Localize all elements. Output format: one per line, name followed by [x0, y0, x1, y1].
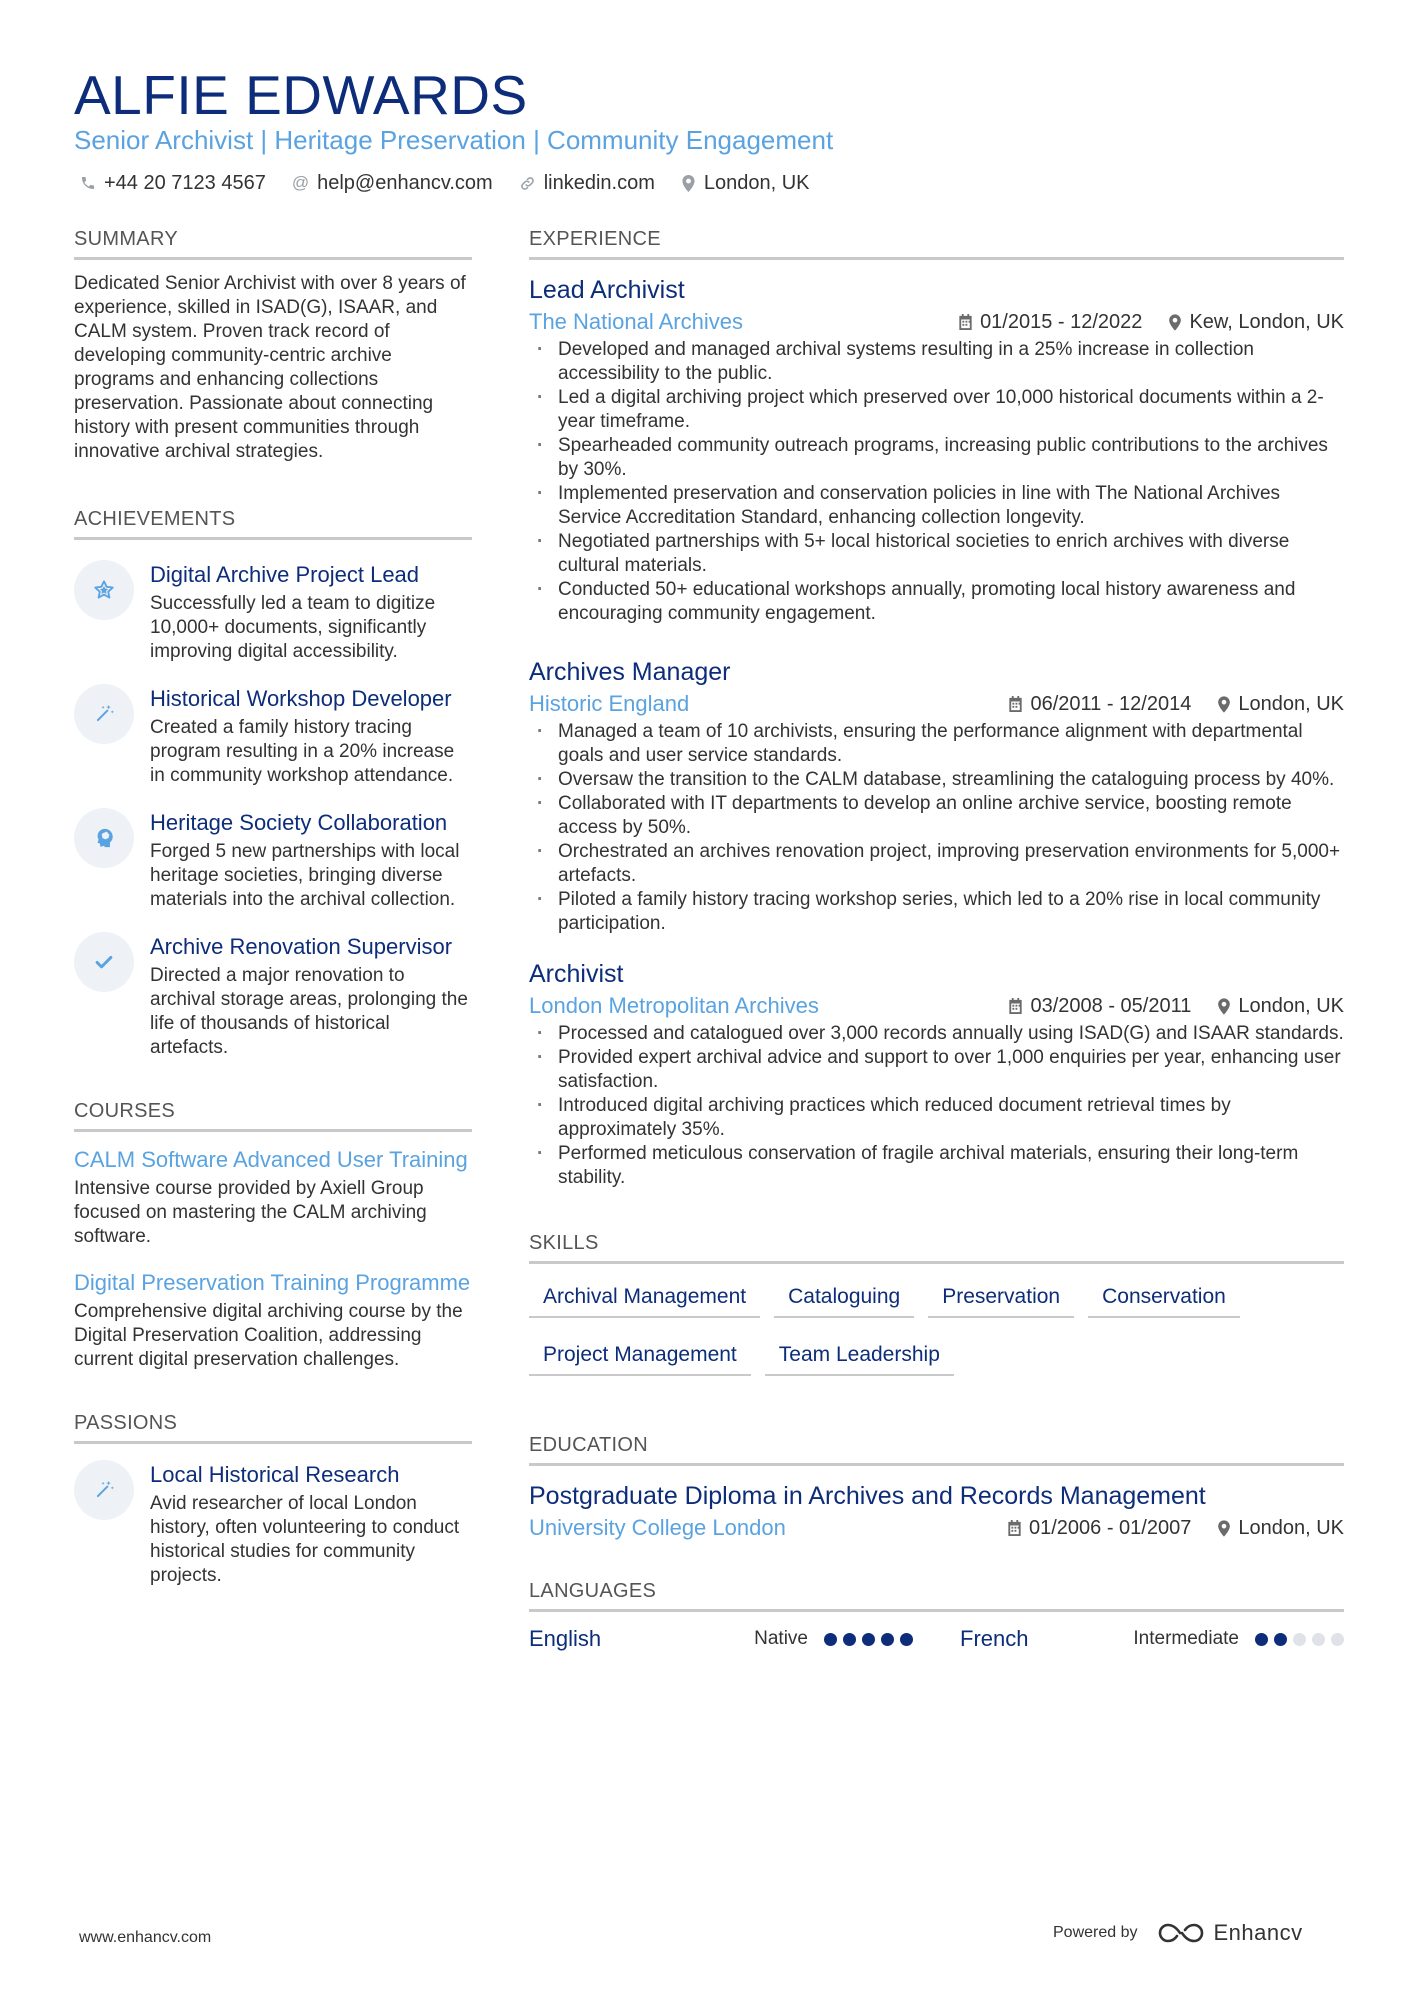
head-brain-icon [74, 808, 134, 868]
company-name: The National Archives [529, 309, 743, 334]
achievement-body [150, 808, 472, 912]
powered-by-text: Powered by [1053, 1924, 1138, 1941]
language-name: French [960, 1626, 1029, 1651]
linkedin-text[interactable]: linkedin.com [543, 172, 655, 194]
contact-linkedin[interactable] [519, 170, 655, 196]
education-dates [1007, 1517, 1191, 1540]
passions-heading: PASSIONS [74, 1410, 472, 1444]
contact-phone [80, 170, 266, 196]
job-bullets [529, 1022, 1344, 1190]
skills-list [529, 1274, 1344, 1390]
contact-bar [80, 170, 810, 196]
education-section [529, 1432, 1344, 1542]
job-location-text: London, UK [1238, 994, 1344, 1017]
job-meta-right [958, 311, 1344, 334]
job-bullet: · Managed a team of 10 archivists, ensuring the performance alignment with departmental goals and user service standards. [529, 720, 1344, 768]
magic-wand-icon [74, 1460, 134, 1520]
contact-email[interactable] [292, 170, 493, 196]
job-location [1217, 693, 1344, 716]
job-bullet: · Introduced digital archiving practices which reduced document retrieval times by approximately 35%. [529, 1094, 1344, 1142]
job-bullets [529, 720, 1344, 936]
job-meta [529, 992, 1344, 1020]
skills-heading: SKILLS [529, 1230, 1344, 1264]
job-bullet: · Provided expert archival advice and support to over 1,000 enquiries per year, enhancing user satisfaction. [529, 1046, 1344, 1094]
language-level-group [754, 1628, 913, 1650]
achievement-item [74, 932, 472, 1060]
enhancv-infinity-icon [1158, 1921, 1204, 1945]
left-column [74, 226, 472, 1588]
skill-tag: Team Leadership [765, 1332, 954, 1376]
job-location [1217, 995, 1344, 1018]
job-bullet: · Led a digital archiving project which preserved over 10,000 historical documents within a 2-year timeframe. [529, 386, 1344, 434]
rating-dot-filled [862, 1633, 875, 1646]
job-dates [1008, 693, 1191, 716]
achievement-body [150, 932, 472, 1060]
education-location-text: London, UK [1238, 1516, 1344, 1539]
summary-text: Dedicated Senior Archivist with over 8 years of experience, skilled in ISAD(G), ISAAR, and CALM system. Proven track record of developing community-centric archive programs and enhancing collections preservation. Passionate about connecting history with present communities through innovative archival strategies. [74, 273, 466, 462]
skill-tag: Cataloguing [774, 1274, 914, 1318]
passion-item [74, 1460, 472, 1588]
job-bullet: · Developed and managed archival systems resulting in a 25% increase in collection accessibility to the public. [529, 338, 1344, 386]
job-location-text: Kew, London, UK [1189, 310, 1344, 333]
job-dates-text: 03/2008 - 05/2011 [1030, 994, 1192, 1017]
at-sign-icon: @ [291, 173, 310, 192]
courses-section [74, 1098, 472, 1372]
experience-section [529, 226, 1344, 1190]
location-pin-icon [681, 175, 696, 192]
job-dates-text: 01/2015 - 12/2022 [980, 310, 1143, 333]
calendar-icon [1007, 1520, 1022, 1536]
checkmark-icon [74, 932, 134, 992]
degree-title: Postgraduate Diploma in Archives and Records Management [529, 1482, 1206, 1510]
education-heading: EDUCATION [529, 1432, 1344, 1466]
rating-dot-filled [843, 1633, 856, 1646]
rating-dot-empty [1293, 1633, 1306, 1646]
calendar-icon [1008, 998, 1023, 1014]
achievement-item [74, 808, 472, 912]
job-dates [1008, 995, 1191, 1018]
education-location [1217, 1517, 1344, 1540]
phone-text: +44 20 7123 4567 [104, 172, 266, 194]
job-meta-right [1008, 693, 1344, 716]
job-bullet: · Collaborated with IT departments to develop an online archive service, boosting remote access by 50%. [529, 792, 1344, 840]
languages-section [529, 1578, 1344, 1652]
achievement-title: Archive Renovation Supervisor [150, 934, 453, 959]
achievements-section [74, 506, 472, 1060]
summary-section [74, 226, 472, 464]
education-meta [529, 1514, 1344, 1542]
location-pin-icon [1217, 696, 1231, 713]
job-bullet: · Implemented preservation and conservation policies in line with The National Archives Service Accreditation Standard, enhancing collection longevity. [529, 482, 1344, 530]
courses-heading: COURSES [74, 1098, 472, 1132]
job-entry [529, 656, 1344, 936]
rating-dot-empty [1331, 1633, 1344, 1646]
location-pin-icon [1217, 1520, 1231, 1537]
course-title: Digital Preservation Training Programme [74, 1270, 471, 1295]
candidate-headline: Senior Archivist | Heritage Preservation | Community Engagement [74, 125, 834, 155]
course-text: Comprehensive digital archiving course by the Digital Preservation Coalition, addressing current digital preservation challenges. [74, 1301, 463, 1370]
company-name: London Metropolitan Archives [529, 993, 819, 1018]
job-bullet: · Spearheaded community outreach programs, increasing public contributions to the archives by 30%. [529, 434, 1344, 482]
phone-icon [80, 175, 96, 191]
magic-wand-icon [74, 684, 134, 744]
job-bullet: · Performed meticulous conservation of fragile archival materials, ensuring their long-term stability. [529, 1142, 1344, 1190]
job-dates-text: 06/2011 - 12/2014 [1030, 692, 1192, 715]
job-title: Lead Archivist [529, 276, 685, 304]
job-bullet: · Oversaw the transition to the CALM database, streamlining the cataloguing process by 40%. [529, 768, 1344, 792]
skill-tag: Archival Management [529, 1274, 760, 1318]
skill-tag: Conservation [1088, 1274, 1240, 1318]
achievement-title: Heritage Society Collaboration [150, 810, 448, 835]
languages-list [529, 1626, 1344, 1652]
rating-dot-filled [881, 1633, 894, 1646]
job-title: Archives Manager [529, 658, 731, 686]
job-bullet: · Orchestrated an archives renovation project, improving preservation environments for 5,000+ artefacts. [529, 840, 1344, 888]
job-bullets [529, 338, 1344, 626]
company-name: Historic England [529, 691, 690, 716]
achievements-heading: ACHIEVEMENTS [74, 506, 472, 540]
achievement-title: Digital Archive Project Lead [150, 562, 420, 587]
achievement-text: Forged 5 new partnerships with local heritage societies, bringing diverse materials into the archival collection. [150, 841, 460, 910]
job-location [1168, 311, 1344, 334]
course-title: CALM Software Advanced User Training [74, 1147, 468, 1172]
job-bullet: · Processed and catalogued over 3,000 records annually using ISAD(G) and ISAAR standards. [529, 1022, 1344, 1046]
achievement-text: Created a family history tracing program resulting in a 20% increase in community workshop attendance. [150, 717, 455, 786]
language-item [960, 1626, 1344, 1652]
skills-section [529, 1230, 1344, 1390]
passion-title: Local Historical Research [150, 1462, 400, 1487]
job-dates [958, 311, 1142, 334]
job-meta-right [1008, 995, 1344, 1018]
achievement-text: Directed a major renovation to archival storage areas, prolonging the life of thousands of historical artefacts. [150, 965, 468, 1058]
skill-tag: Project Management [529, 1332, 751, 1376]
footer-website[interactable]: www.enhancv.com [79, 1929, 212, 1946]
job-title: Archivist [529, 960, 624, 988]
rating-dot-filled [824, 1633, 837, 1646]
course-item [74, 1269, 472, 1372]
calendar-icon [1008, 696, 1023, 712]
job-meta [529, 690, 1344, 718]
education-dates-text: 01/2006 - 01/2007 [1028, 1516, 1192, 1539]
language-level: Intermediate [1133, 1628, 1239, 1649]
language-level-group [1133, 1628, 1344, 1650]
job-bullet: · Piloted a family history tracing workshop series, which led to a 20% rise in local community participation. [529, 888, 1344, 936]
passion-text: Avid researcher of local London history, often volunteering to conduct historical studies for community projects. [150, 1493, 460, 1586]
rating-dot-empty [1312, 1633, 1325, 1646]
calendar-icon [958, 314, 973, 330]
job-meta [529, 308, 1344, 336]
location-text: London, UK [703, 172, 810, 194]
link-icon [519, 175, 536, 192]
language-name: English [529, 1626, 602, 1651]
star-icon [74, 560, 134, 620]
job-bullet: · Conducted 50+ educational workshops annually, promoting local history awareness and encouraging community engagement. [529, 578, 1344, 626]
achievement-body [150, 560, 472, 664]
languages-heading: LANGUAGES [529, 1578, 1344, 1612]
school-name: University College London [529, 1515, 786, 1540]
education-meta-right [1007, 1517, 1344, 1540]
location-pin-icon [1217, 998, 1231, 1015]
footer-branding [1053, 1920, 1303, 1946]
achievement-text: Successfully led a team to digitize 10,000+ documents, significantly improving digital accessibility. [150, 593, 436, 662]
passion-body [150, 1460, 472, 1588]
enhancv-logo[interactable] [1158, 1920, 1303, 1946]
rating-dot-filled [900, 1633, 913, 1646]
email-text[interactable]: help@enhancv.com [317, 172, 493, 194]
achievement-body [150, 684, 472, 788]
language-level: Native [754, 1628, 808, 1649]
brand-name: Enhancv [1213, 1920, 1303, 1945]
contact-location [681, 170, 810, 196]
job-entry [529, 274, 1344, 626]
job-location-text: London, UK [1238, 692, 1344, 715]
course-item [74, 1146, 472, 1249]
rating-dot-filled [1274, 1633, 1287, 1646]
job-bullet: · Negotiated partnerships with 5+ local historical societies to enrich archives with diverse cultural materials. [529, 530, 1344, 578]
achievement-item [74, 684, 472, 788]
language-rating [824, 1633, 913, 1646]
language-rating [1255, 1633, 1344, 1646]
course-text: Intensive course provided by Axiell Group focused on mastering the CALM archiving software. [74, 1178, 427, 1247]
rating-dot-filled [1255, 1633, 1268, 1646]
location-pin-icon [1168, 314, 1182, 331]
candidate-name: ALFIE EDWARDS [74, 64, 528, 126]
experience-heading: EXPERIENCE [529, 226, 1344, 260]
job-entry [529, 958, 1344, 1190]
achievement-title: Historical Workshop Developer [150, 686, 452, 711]
skill-tag: Preservation [928, 1274, 1074, 1318]
language-item [529, 1626, 913, 1652]
achievement-item [74, 560, 472, 664]
summary-heading: SUMMARY [74, 226, 472, 260]
passions-section [74, 1410, 472, 1588]
right-column [529, 226, 1344, 1652]
